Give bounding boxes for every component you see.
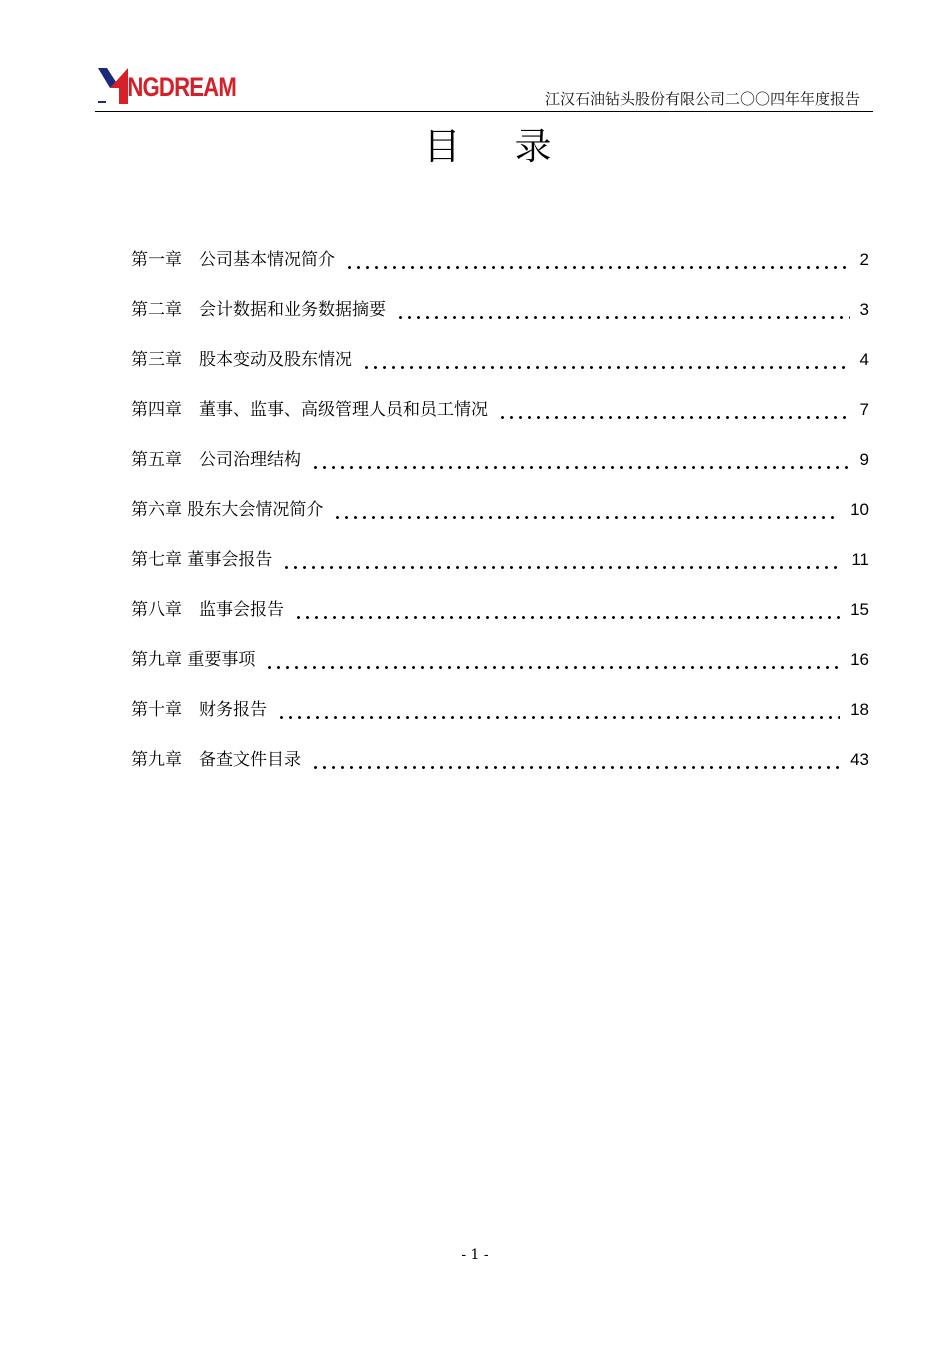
toc-entry-page: 4 bbox=[859, 350, 869, 369]
toc-entry-label: 第六章 股东大会情况简介 bbox=[131, 500, 324, 520]
toc-entry-page: 10 bbox=[850, 500, 869, 519]
toc-entry-page: 16 bbox=[850, 650, 869, 669]
toc-entry[interactable] bbox=[131, 424, 869, 474]
report-title: 江汉石油钻头股份有限公司二〇〇四年年度报告 bbox=[544, 90, 860, 108]
page-number: - 1 - bbox=[461, 1247, 489, 1263]
page-title: 目录 bbox=[423, 125, 606, 168]
toc-entry[interactable] bbox=[131, 624, 869, 674]
toc-entry-page: 11 bbox=[851, 550, 869, 569]
table-of-contents bbox=[131, 224, 869, 774]
toc-leader-dots bbox=[345, 246, 850, 274]
toc-entry[interactable] bbox=[131, 274, 869, 324]
toc-entry-page: 2 bbox=[859, 250, 869, 269]
toc-leader-dots bbox=[265, 646, 840, 674]
toc-entry[interactable] bbox=[131, 574, 869, 624]
logo-underline bbox=[98, 101, 106, 103]
toc-leader-dots bbox=[396, 296, 850, 324]
toc-leader-dots bbox=[311, 446, 850, 474]
toc-entry-label: 第七章 董事会报告 bbox=[131, 550, 273, 570]
toc-entry-label: 第二章 会计数据和业务数据摘要 bbox=[131, 300, 386, 320]
toc-leader-dots bbox=[282, 546, 841, 574]
toc-leader-dots bbox=[362, 346, 850, 374]
toc-entry-page: 43 bbox=[850, 750, 869, 769]
toc-entry[interactable] bbox=[131, 324, 869, 374]
toc-leader-dots bbox=[294, 596, 840, 624]
toc-leader-dots bbox=[498, 396, 850, 424]
toc-entry-label: 第十章 财务报告 bbox=[131, 700, 267, 720]
toc-entry-page: 3 bbox=[859, 300, 869, 319]
logo-text: INGDREAM bbox=[122, 72, 236, 102]
toc-entry-page: 15 bbox=[850, 600, 869, 619]
toc-entry-label: 第九章 备查文件目录 bbox=[131, 750, 301, 770]
toc-entry-label: 第八章 监事会报告 bbox=[131, 600, 284, 620]
toc-entry-page: 9 bbox=[859, 450, 869, 469]
toc-entry-page: 18 bbox=[850, 700, 869, 719]
toc-entry[interactable] bbox=[131, 224, 869, 274]
toc-entry[interactable] bbox=[131, 724, 869, 774]
toc-entry[interactable] bbox=[131, 524, 869, 574]
toc-entry-label: 第一章 公司基本情况简介 bbox=[131, 250, 335, 270]
company-logo bbox=[98, 68, 248, 108]
toc-entry[interactable] bbox=[131, 474, 869, 524]
toc-entry-page: 7 bbox=[859, 400, 869, 419]
toc-entry-label: 第三章 股本变动及股东情况 bbox=[131, 350, 352, 370]
toc-entry-label: 第五章 公司治理结构 bbox=[131, 450, 301, 470]
toc-entry-label: 第四章 董事、监事、高级管理人员和员工情况 bbox=[131, 400, 488, 420]
toc-entry[interactable] bbox=[131, 374, 869, 424]
toc-entry-label: 第九章 重要事项 bbox=[131, 650, 256, 670]
header-rule bbox=[95, 111, 873, 112]
toc-leader-dots bbox=[333, 496, 840, 524]
toc-entry[interactable] bbox=[131, 674, 869, 724]
toc-leader-dots bbox=[277, 696, 840, 724]
toc-leader-dots bbox=[311, 746, 840, 774]
